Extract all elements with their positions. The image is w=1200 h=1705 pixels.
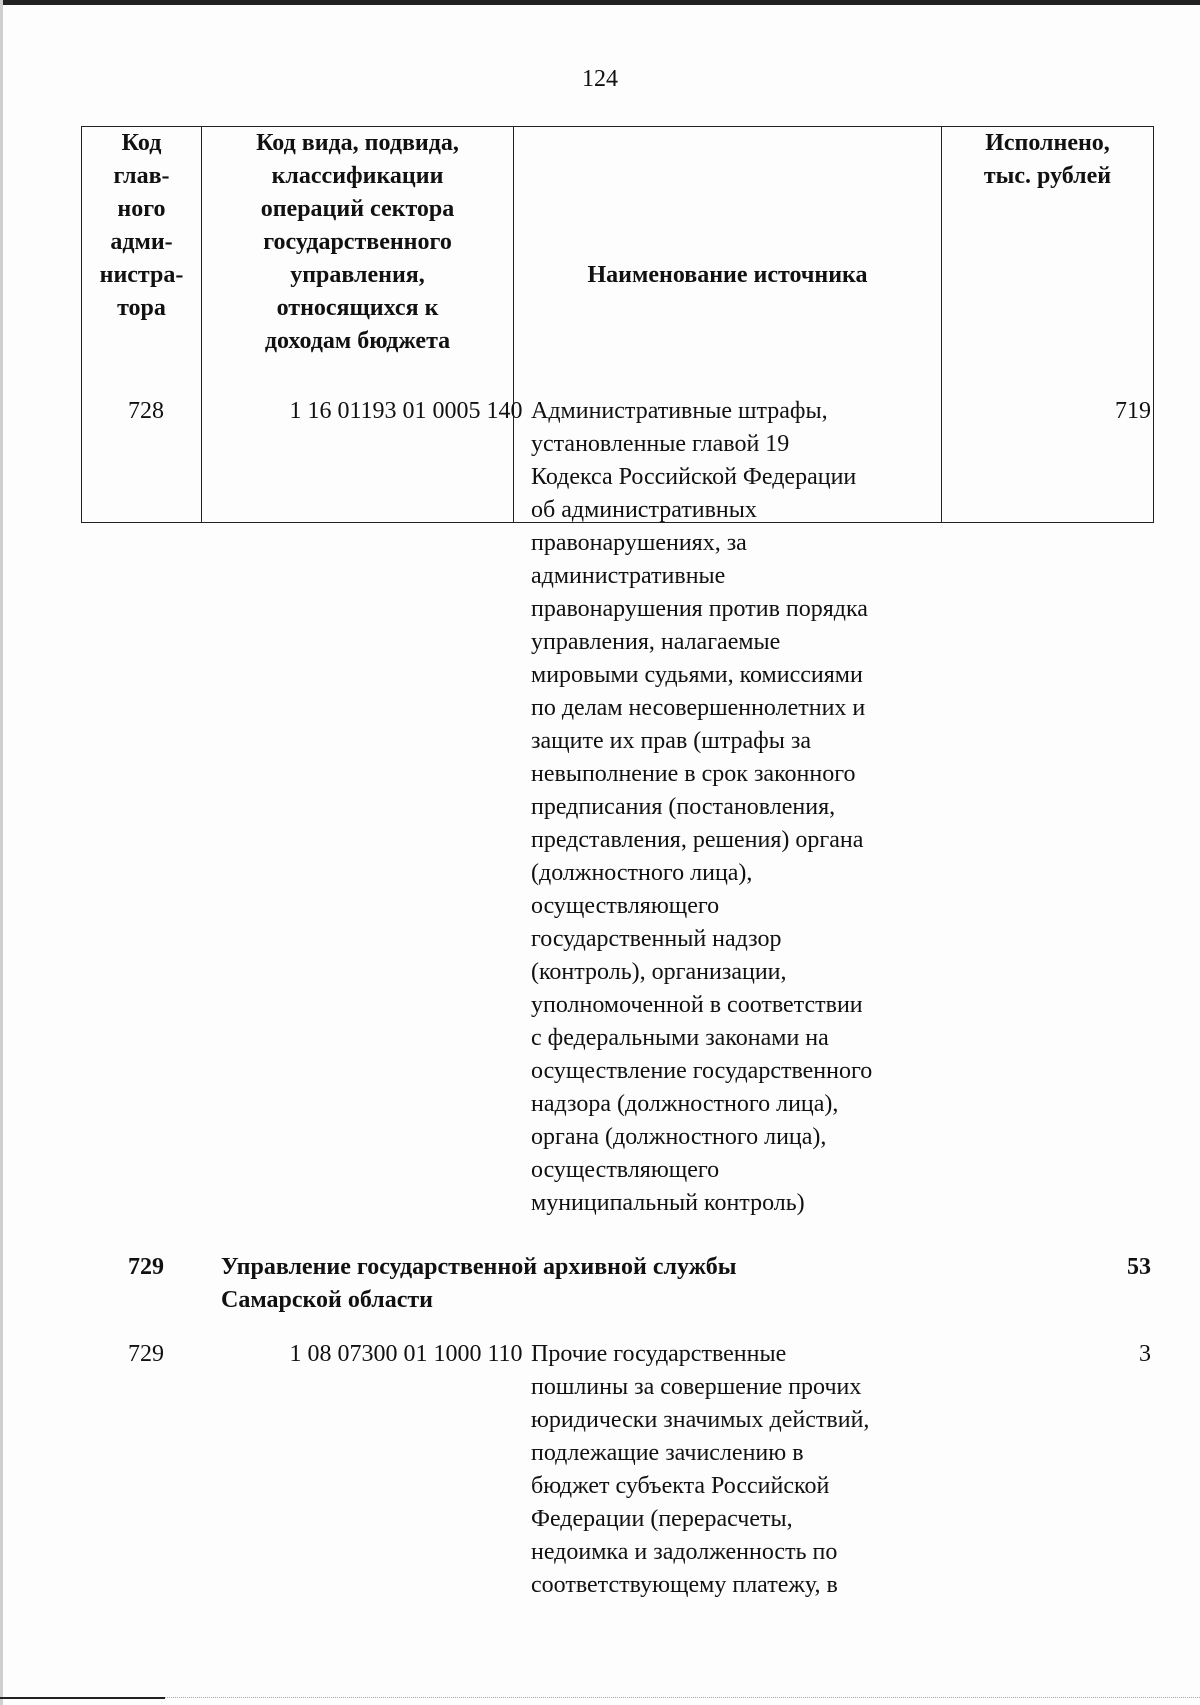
source-name-line: управления, налагаемые <box>531 629 781 655</box>
section-title-line: Самарской области <box>221 1287 433 1313</box>
section-title <box>221 1251 921 1317</box>
scan-edge-left <box>0 0 3 1705</box>
source-name-line: Кодекса Российской Федерации <box>531 464 857 490</box>
source-name-line: юридически значимых действий, <box>531 1407 870 1433</box>
source-name-line: Федерации (перерасчеты, <box>531 1506 793 1532</box>
source-name-line: правонарушения против порядка <box>531 596 868 622</box>
source-name-line: мировыми судьями, комиссиями <box>531 662 863 688</box>
source-name-line: по делам несовершеннолетних и <box>531 695 866 721</box>
source-name-line: предписания (постановления, <box>531 794 836 820</box>
page-number: 124 <box>582 66 618 92</box>
source-name-line: административные <box>531 563 726 589</box>
source-name-line: подлежащие зачислению в <box>531 1440 804 1466</box>
scan-edge-top <box>0 0 1200 5</box>
scan-edge-bottom <box>0 1697 1200 1699</box>
header-source-name: Наименование источника <box>514 127 942 523</box>
source-name-line: уполномоченной в соответствии <box>531 992 863 1018</box>
source-name-line: осуществление государственного <box>531 1058 873 1084</box>
source-name <box>531 1338 971 1602</box>
scan-edge-bottom-mark <box>0 1697 165 1699</box>
source-name-line: (контроль), организации, <box>531 959 787 985</box>
header-admin-code: Код глав- ного адми- нистра- тора <box>82 127 202 523</box>
source-name-line: (должностного лица), <box>531 860 753 886</box>
source-name-line: об административных <box>531 497 757 523</box>
source-name-line: правонарушениях, за <box>531 530 747 556</box>
header-amount: Исполнено, тыс. рублей <box>942 127 1154 523</box>
source-name-line: Административные штрафы, <box>531 398 828 424</box>
source-name <box>531 395 971 1220</box>
source-name-line: представления, решения) органа <box>531 827 864 853</box>
header-kind-code: Код вида, подвида, классификации операций сектора государственного управления, относящихся к доходам бюджета <box>202 127 514 523</box>
amount: 719 <box>1115 398 1151 424</box>
admin-code: 728 <box>128 398 164 424</box>
amount: 3 <box>1139 1341 1151 1367</box>
source-name-line: осуществляющего <box>531 1157 720 1183</box>
source-name-line: Прочие государственные <box>531 1341 787 1367</box>
section-amount: 53 <box>1127 1254 1151 1280</box>
section-admin-code: 729 <box>128 1254 164 1280</box>
source-name-line: невыполнение в срок законного <box>531 761 856 787</box>
source-name-line: соответствующему платежу, в <box>531 1572 838 1598</box>
kind-code: 1 08 07300 01 1000 110 <box>289 1341 523 1367</box>
source-name-line: осуществляющего <box>531 893 720 919</box>
source-name-line: бюджет субъекта Российской <box>531 1473 830 1499</box>
source-name-line: защите их прав (штрафы за <box>531 728 811 754</box>
source-name-line: с федеральными законами на <box>531 1025 829 1051</box>
source-name-line: органа (должностного лица), <box>531 1124 827 1150</box>
source-name-line: установленные главой 19 <box>531 431 790 457</box>
source-name-line: недоимка и задолженность по <box>531 1539 838 1565</box>
kind-code: 1 16 01193 01 0005 140 <box>289 398 523 424</box>
section-title-line: Управление государственной архивной службы <box>221 1254 737 1280</box>
source-name-line: пошлины за совершение прочих <box>531 1374 862 1400</box>
admin-code: 729 <box>128 1341 164 1367</box>
source-name-line: государственный надзор <box>531 926 782 952</box>
source-name-line: надзора (должностного лица), <box>531 1091 839 1117</box>
source-name-line: муниципальный контроль) <box>531 1190 805 1216</box>
